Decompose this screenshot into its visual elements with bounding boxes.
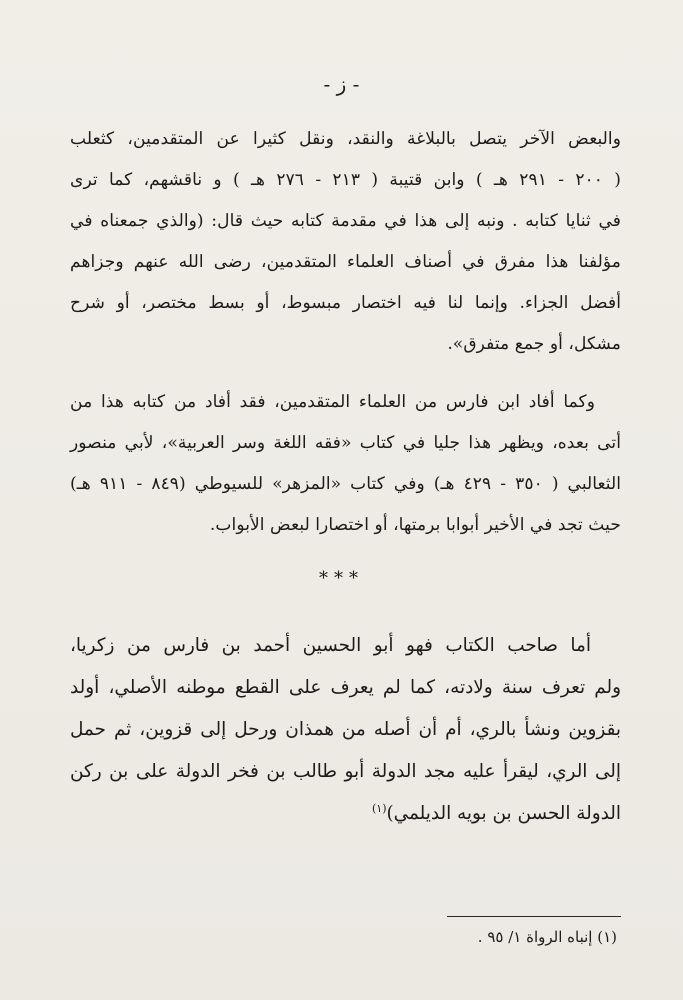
text-line: ولم تعرف سنة ولادته، كما لم يعرف على القطع موطنه الأصلي، أولد: [70, 677, 621, 698]
text-line: مشكل، أو جمع متفرق».: [447, 334, 621, 354]
text-line: بقزوين ونشأ بالري، أم أن أصله من همذان ورحل إلى قزوين، ثم حمل: [70, 719, 621, 740]
section-divider: ***: [319, 568, 364, 589]
text-line: [70, 793, 621, 835]
text-line: إلى الري، ليقرأ عليه مجد الدولة أبو طالب بن فخر الدولة على بن ركن: [70, 761, 621, 782]
text-line: في ثنايا كتابه . ونبه إلى هذا في مقدمة كتابه حيث قال: (والذي جمعناه في: [70, 211, 621, 231]
text-line: مؤلفنا هذا مفرق في أصناف العلماء المتقدمين، رضى الله عنهم وجزاهم: [70, 252, 621, 272]
text-line: أما صاحب الكتاب فهو أبو الحسين أحمد بن فارس من زكريا،: [70, 635, 591, 656]
paragraph-3: [70, 625, 621, 835]
text-line: ( ٢٠٠ - ٢٩١ هـ ) وابن قتيبة ( ٢١٣ - ٢٧٦ هـ ) و ناقشهم، كما ترى: [70, 170, 622, 190]
footnote-divider: [447, 916, 621, 917]
text-line: أتى بعده، ويظهر هذا جليا في كتاب «فقه اللغة وسر العربية»، لأبي منصور: [70, 433, 621, 453]
text-line: وكما أفاد ابن فارس من العلماء المتقدمين، فقد أفاد من كتابه هذا من: [70, 392, 595, 412]
footnote-reference: (١): [371, 801, 387, 815]
text-line: حيث تجد في الأخير أبوابا برمتها، أو اختصارا لبعض الأبواب.: [209, 515, 621, 535]
text-line-content: الدولة الحسن بن بويه الديلمي): [386, 803, 621, 824]
paragraph-2: [70, 382, 621, 546]
text-line: والبعض الآخر يتصل بالبلاغة والنقد، ونقل كثيرا عن المتقدمين، كثعلب: [70, 129, 621, 149]
page-number: - ز -: [323, 72, 360, 96]
footnote: (١) إنباه الرواة ١/ ٩٥ .: [477, 928, 617, 946]
text-line: أفضل الجزاء. وإنما لنا فيه اختصار مبسوط، أو بسط مختصر، أو شرح: [70, 293, 621, 313]
text-line: الثعالبي ( ٣٥٠ - ٤٢٩ هـ) وفي كتاب «المزهر» للسيوطي (٨٤٩ - ٩١١ هـ): [70, 474, 622, 494]
paragraph-1: [70, 119, 621, 365]
